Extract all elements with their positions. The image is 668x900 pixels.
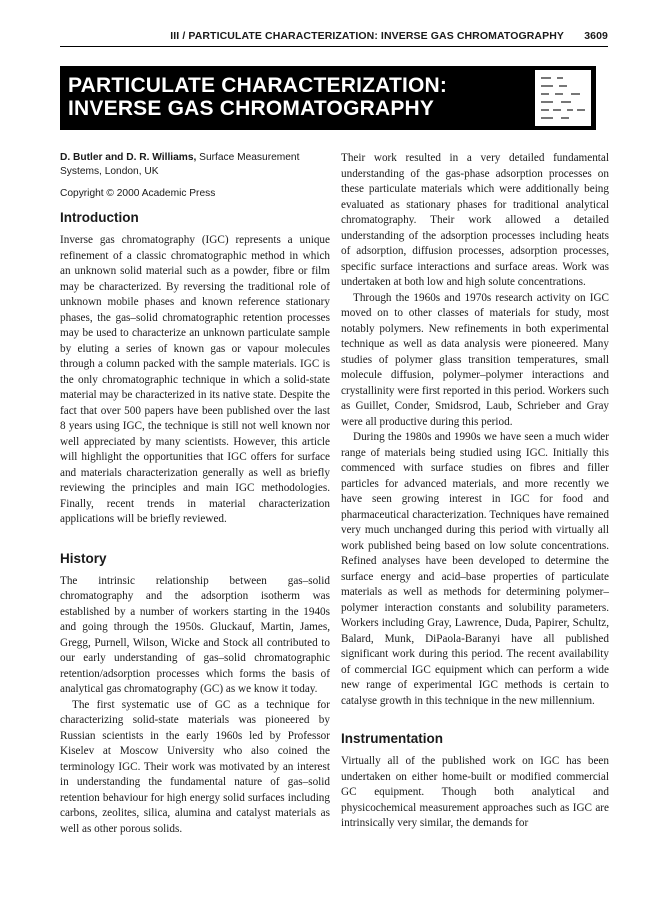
history-paragraph-1: The intrinsic relationship between gas–solid chromatography and the adsorption isotherm was established by a number of workers starting in the 1940s and going through the 1950s. Gluckauf, Martin, James, Gregg, Purnell, Wilson, Wicke and Stock all contributed to our early understanding of gas–solid chromatographic retention/adsorption processes which forms the basis of analytical gas chromatography (GC) as we know it today. xyxy=(60,574,330,695)
history-paragraph-2: The first systematic use of GC as a technique for characterizing solid-state materials was pioneered by Russian scientists in the early 1960s led by Professor Kiselev at Moscow University who also coined the terminology IGC. Their work was motivated by an interest in understanding the fundamental nature of gas–solid retention behaviour for high energy solid surfaces including carbons, zeolites, silica, alumina and catalyst materials as well as other porous solids. xyxy=(60,698,330,835)
authors: D. Butler and D. R. Williams, xyxy=(60,152,197,163)
page-number: 3609 xyxy=(584,30,608,42)
header-rule xyxy=(60,46,608,47)
article-title-line-2: INVERSE GAS CHROMATOGRAPHY xyxy=(68,97,435,120)
history-paragraph-3: Their work resulted in a very detailed fundamental understanding of the gas-phase adsorption processes on these particulate materials which were additionally being evaluated as stationary phases for traditional analytical chromatography. Their work allowed a detailed understanding of the adsorption processes including heats of adsorption, diffusion processes, adsorption processes, specific surface interactions and surface areas. Work was undertaken at both low and high solute concentrations. xyxy=(341,152,609,288)
byline xyxy=(60,151,330,179)
title-banner xyxy=(60,66,596,130)
right-column xyxy=(341,151,609,832)
running-head-title: III / PARTICULATE CHARACTERIZATION: INVERSE GAS CHROMATOGRAPHY xyxy=(170,30,564,42)
introduction-paragraph-1: Inverse gas chromatography (IGC) represents a unique refinement of a classic chromatographic method in which an unknown solid material such as a powder, fibre or film may be characterized. By reversing the traditional role of unknown mobile phases and known reference stationary phases, the gas–solid chromatographic retention processes may be used to characterize an unknown particulate sample by eluting a series of known gas or vapour molecules through a column packed with the sample materials. IGC is the only chromatographic technique in which a solid-state material may be characterized in its native state. Despite the fact that over 500 papers have been published over the last 8 years using IGC, the technique is still not well known nor well appreciated by many scientists. However, this article will highlight the opportunities that IGC offers for surface and materials characterization generally as well as briefly reviewing the principles and main IGC methodologies. Finally, recent trends in material characterization applications will be briefly reviewed. xyxy=(60,234,330,525)
chromatography-plate-icon xyxy=(535,70,591,126)
running-head xyxy=(60,30,608,44)
history-paragraph-5: During the 1980s and 1990s we have seen a much wider range of materials being studied using IGC. Initially this commenced with surface studies on fibres and filler particles for advanced materials, and more recently we have seen growing interest in IGC for food and pharmaceutical characterization. Techniques have remained very much unchanged during this period with virtually all work published being based on low solute concentrations. Refined analyses have been developed to determine the surface energy and acid–base properties of particulate materials as well as methods for determining polymer–polymer interaction constants and solubility parameters. Workers including Gray, Lawrence, Duda, Papirer, Schultz, Balard, Munk, DiPaola-Baranyi have all published significant work during this period. The recent availability of commercial IGC equipment which can perform a wide new range of experimental IGC methods is certain to catalyse growth in this technique in the new millennium. xyxy=(341,431,609,707)
heading-introduction: Introduction xyxy=(60,210,139,225)
instrumentation-paragraph-1: Virtually all of the published work on IGC has been undertaken on either home-built or modified commercial GC equipment. Though both analytical and physicochemical measurement approaches such as IGC are intrinsically very similar, the demands for xyxy=(341,755,609,829)
article-title-line-1: PARTICULATE CHARACTERIZATION: xyxy=(68,74,448,97)
heading-history: History xyxy=(60,550,107,566)
affiliation: Surface Measurement Systems, London, UK xyxy=(60,152,300,177)
article-title xyxy=(68,74,528,120)
heading-instrumentation: Instrumentation xyxy=(341,731,444,746)
copyright-notice: Copyright © 2000 Academic Press xyxy=(60,188,216,199)
left-column xyxy=(60,151,330,837)
history-paragraph-4: Through the 1960s and 1970s research activity on IGC moved on to other classes of materials for study, most notably polymers. New refinements in both experimental technique as well as data analysis were pioneered. Many studies of polymer glass transition temperatures, small molecule diffusion, polymer–polymer interactions and crystallinity were first reported in this period. Workers such as Guillet, Conder, Smidsrod, Laub, Schrieber and Gray were all productive during this period. xyxy=(341,291,609,428)
